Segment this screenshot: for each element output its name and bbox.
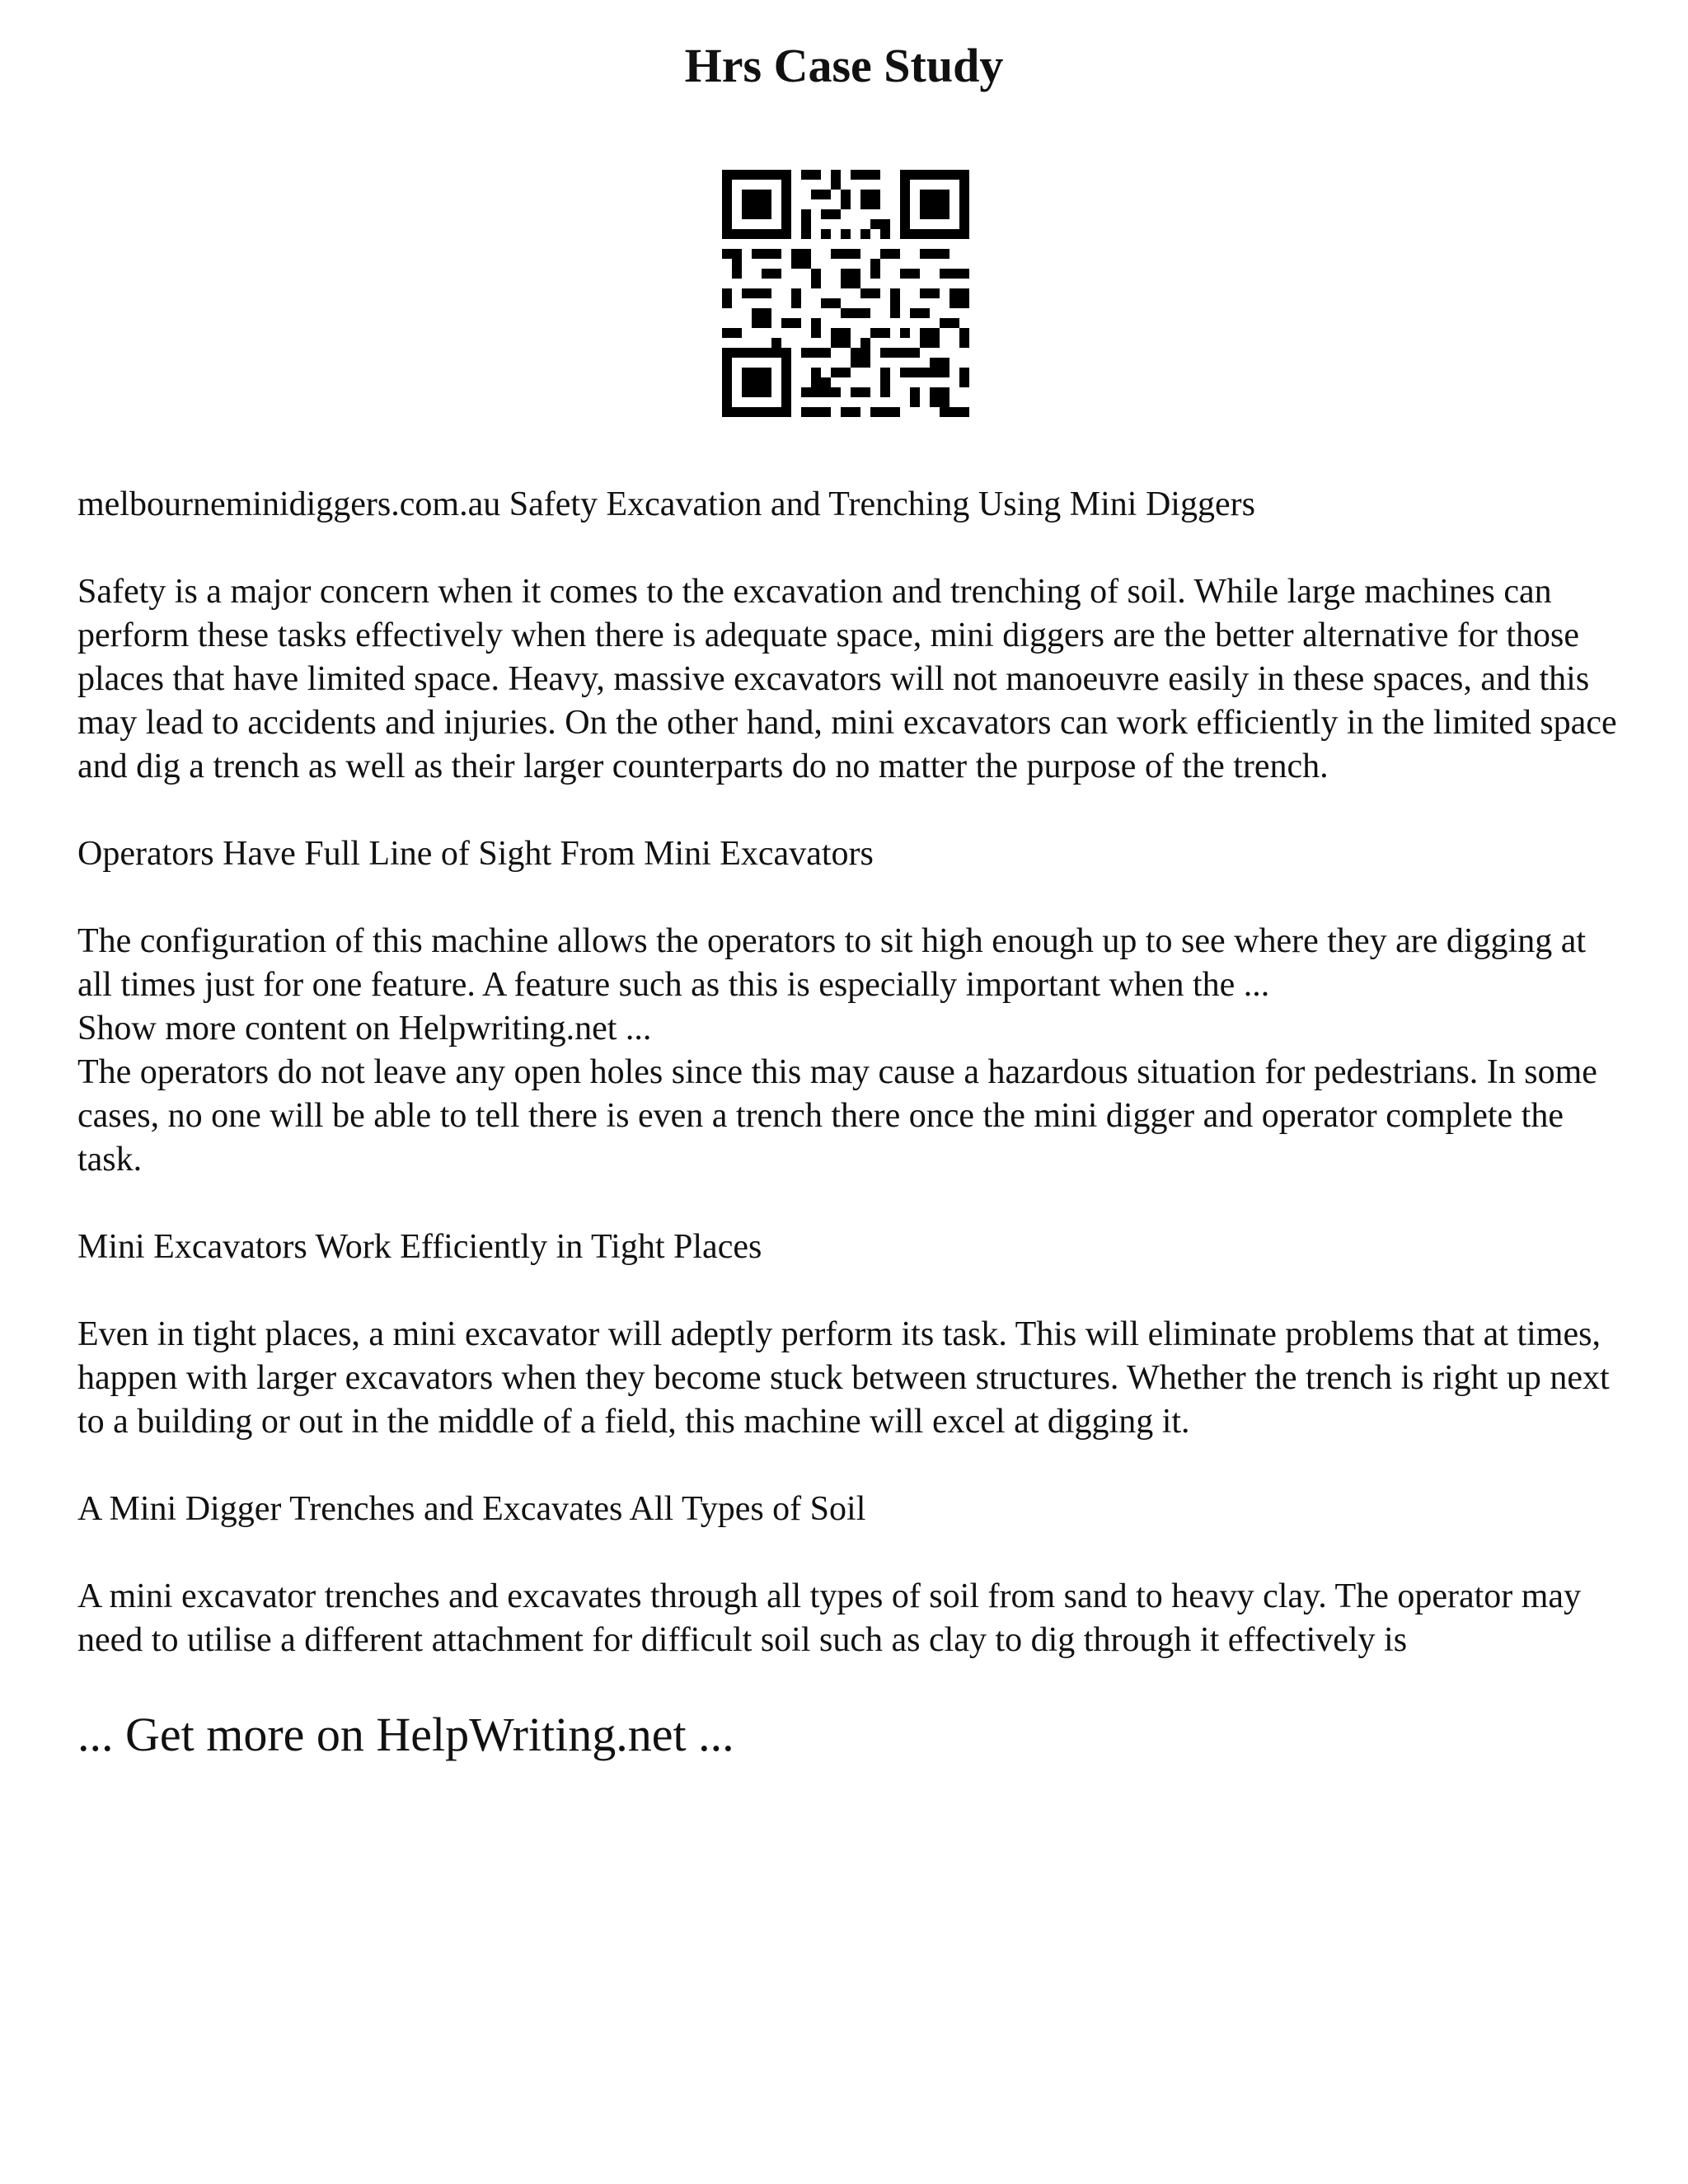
section-heading: Mini Excavators Work Efficiently in Tight Places xyxy=(77,1228,762,1266)
show-more-link[interactable]: Show more content on Helpwriting.net ... xyxy=(77,1010,652,1047)
qr-code-icon xyxy=(722,170,969,417)
paragraph: Safety is a major concern when it comes to the excavation and trenching of soil. While large machines can perform these tasks effectively when there is adequate space, mini diggers are the better alternative for those places that have limited space. Heavy, massive excavators will not manoeuvre easily in these spaces, and this may lead to accidents and injuries. On the other hand, mini excavators can work efficiently in the limited space and dig a trench as well as their larger counterparts do no matter the purpose of the trench. xyxy=(77,573,1617,785)
paragraph: The operators do not leave any open holes since this may cause a hazardous situation for pedestrians. In some cases, no one will be able to tell there is even a trench there once the mini digger and operator complete the task. xyxy=(77,1053,1597,1179)
section-heading: Operators Have Full Line of Sight From Mini Excavators xyxy=(77,835,874,873)
paragraph: A mini excavator trenches and excavates through all types of soil from sand to heavy clay. The operator may need to utilise a different attachment for difficult soil such as clay to dig through it effectively is xyxy=(77,1577,1582,1659)
document-body xyxy=(77,483,1627,1764)
section-heading: A Mini Digger Trenches and Excavates All Types of Soil xyxy=(77,1490,866,1528)
paragraph: Even in tight places, a mini excavator will adeptly perform its task. This will eliminate problems that at times, happen with larger excavators when they become stuck between structures. Whether the trench is right up next to a building or out in the middle of a field, this machine will excel at digging it. xyxy=(77,1315,1610,1441)
source-heading: melbourneminidiggers.com.au Safety Excavation and Trenching Using Mini Diggers xyxy=(77,485,1255,523)
paragraph: The configuration of this machine allows the operators to sit high enough up to see where they are digging at all times just for one feature. A feature such as this is especially important when the ... xyxy=(77,922,1587,1004)
page-title: Hrs Case Study xyxy=(684,39,1004,92)
get-more-link[interactable]: ... Get more on HelpWriting.net ... xyxy=(77,1708,734,1761)
